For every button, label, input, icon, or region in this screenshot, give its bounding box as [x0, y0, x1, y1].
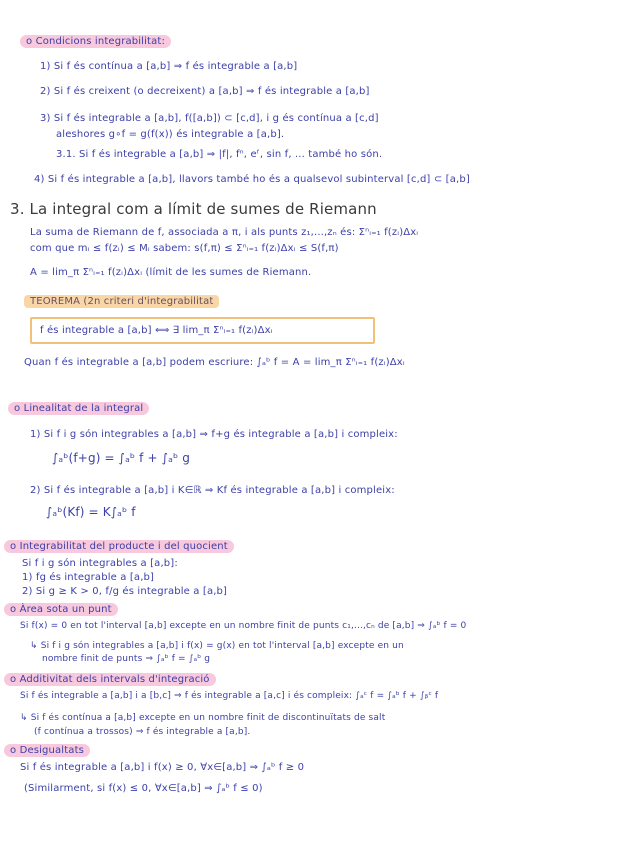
condition-4: 4) Si f és integrable a [a,b], llavors també ho és a qualsevol subinterval [c,d] ⊂ [a,b] — [34, 174, 470, 185]
condition-3a: 3) Si f és integrable a [a,b], f([a,b]) ⊂ [c,d], i g és contínua a [c,d] — [40, 113, 379, 124]
linealitat-eq-1: ∫ₐᵇ(f+g) = ∫ₐᵇ f + ∫ₐᵇ g — [52, 451, 190, 465]
producte-1: Si f i g són integrables a [a,b]: — [22, 558, 178, 569]
riemann-limit: A = lim_π Σⁿᵢ₌₁ f(zᵢ)Δxᵢ (límit de les sumes de Riemann. — [30, 267, 312, 278]
riemann-sum-def: La suma de Riemann de f, associada a π, i als punts z₁,...,zₙ és: Σⁿᵢ₌₁ f(zᵢ)Δxᵢ — [30, 227, 419, 238]
linealitat-eq-2: ∫ₐᵇ(Kf) = K∫ₐᵇ f — [46, 505, 136, 519]
additivitat-2: ↳ Si f és contínua a [a,b] excepte en un nombre finit de discontinuïtats de salt — [20, 713, 386, 723]
section-title-producte: o Integrabilitat del producte i del quocient — [4, 540, 234, 553]
linealitat-2: 2) Si f és integrable a [a,b] i K∈ℝ ⇒ Kf és integrable a [a,b] i compleix: — [30, 485, 395, 496]
section-heading-riemann: 3. La integral com a límit de sumes de Riemann — [10, 200, 377, 218]
producte-2: 1) fg és integrable a [a,b] — [22, 572, 155, 583]
section-title-condicions: o Condicions integrabilitat: — [20, 35, 171, 48]
area-1: Si f(x) = 0 en tot l'interval [a,b] excepte en un nombre finit de punts c₁,...,cₙ de [a,b] ⇒ ∫ₐᵇ f = 0 — [20, 621, 467, 631]
area-3: nombre finit de punts ⇒ ∫ₐᵇ f = ∫ₐᵇ g — [42, 654, 211, 664]
section-title-desigualtats: o Desigualtats — [4, 744, 90, 757]
section-title-additivitat: o Additivitat dels intervals d'integració — [4, 673, 216, 686]
riemann-bounds: com que mᵢ ≤ f(zᵢ) ≤ Mᵢ sabem: s(f,π) ≤ Σⁿᵢ₌₁ f(zᵢ)Δxᵢ ≤ S(f,π) — [30, 243, 339, 254]
area-2: ↳ Si f i g són integrables a [a,b] i f(x) = g(x) en tot l'interval [a,b] excepte en un — [30, 641, 404, 651]
teorema-label: TEOREMA (2n criteri d'integrabilitat — [24, 295, 219, 308]
producte-3: 2) Si g ≥ K > 0, f/g és integrable a [a,b] — [22, 586, 228, 597]
section-title-area: o Àrea sota un punt — [4, 603, 118, 616]
condition-1: 1) Si f és contínua a [a,b] ⇒ f és integrable a [a,b] — [40, 61, 298, 72]
section-title-linealitat: o Linealitat de la integral — [8, 402, 149, 415]
teorema-box: f és integrable a [a,b] ⟺ ∃ lim_π Σⁿᵢ₌₁ f(zᵢ)Δxᵢ — [30, 317, 375, 344]
linealitat-1: 1) Si f i g són integrables a [a,b] ⇒ f+g és integrable a [a,b] i compleix: — [30, 429, 398, 440]
desigualtats-1: Si f és integrable a [a,b] i f(x) ≥ 0, ∀x∈[a,b] ⇒ ∫ₐᵇ f ≥ 0 — [20, 762, 305, 773]
condition-3b: aleshores g∘f = g(f(x)) és integrable a [a,b]. — [56, 129, 285, 140]
condition-3-1: 3.1. Si f és integrable a [a,b] ⇒ |f|, fⁿ, eᶠ, sin f, ... també ho són. — [56, 149, 383, 160]
condition-2: 2) Si f és creixent (o decreixent) a [a,b] ⇒ f és integrable a [a,b] — [40, 86, 370, 97]
quan-integrable: Quan f és integrable a [a,b] podem escriure: ∫ₐᵇ f = A = lim_π Σⁿᵢ₌₁ f(zᵢ)Δxᵢ — [24, 357, 405, 368]
desigualtats-2: (Similarment, si f(x) ≤ 0, ∀x∈[a,b] ⇒ ∫ₐᵇ f ≤ 0) — [24, 783, 263, 794]
additivitat-3: (f contínua a trossos) ⇒ f és integrable a [a,b]. — [34, 727, 251, 737]
additivitat-1: Si f és integrable a [a,b] i a [b,c] ⇒ f és integrable a [a,c] i és compleix: ∫ₐᶜ f = ∫ₐᵇ f + ∫ᵦᶜ f — [20, 691, 439, 701]
